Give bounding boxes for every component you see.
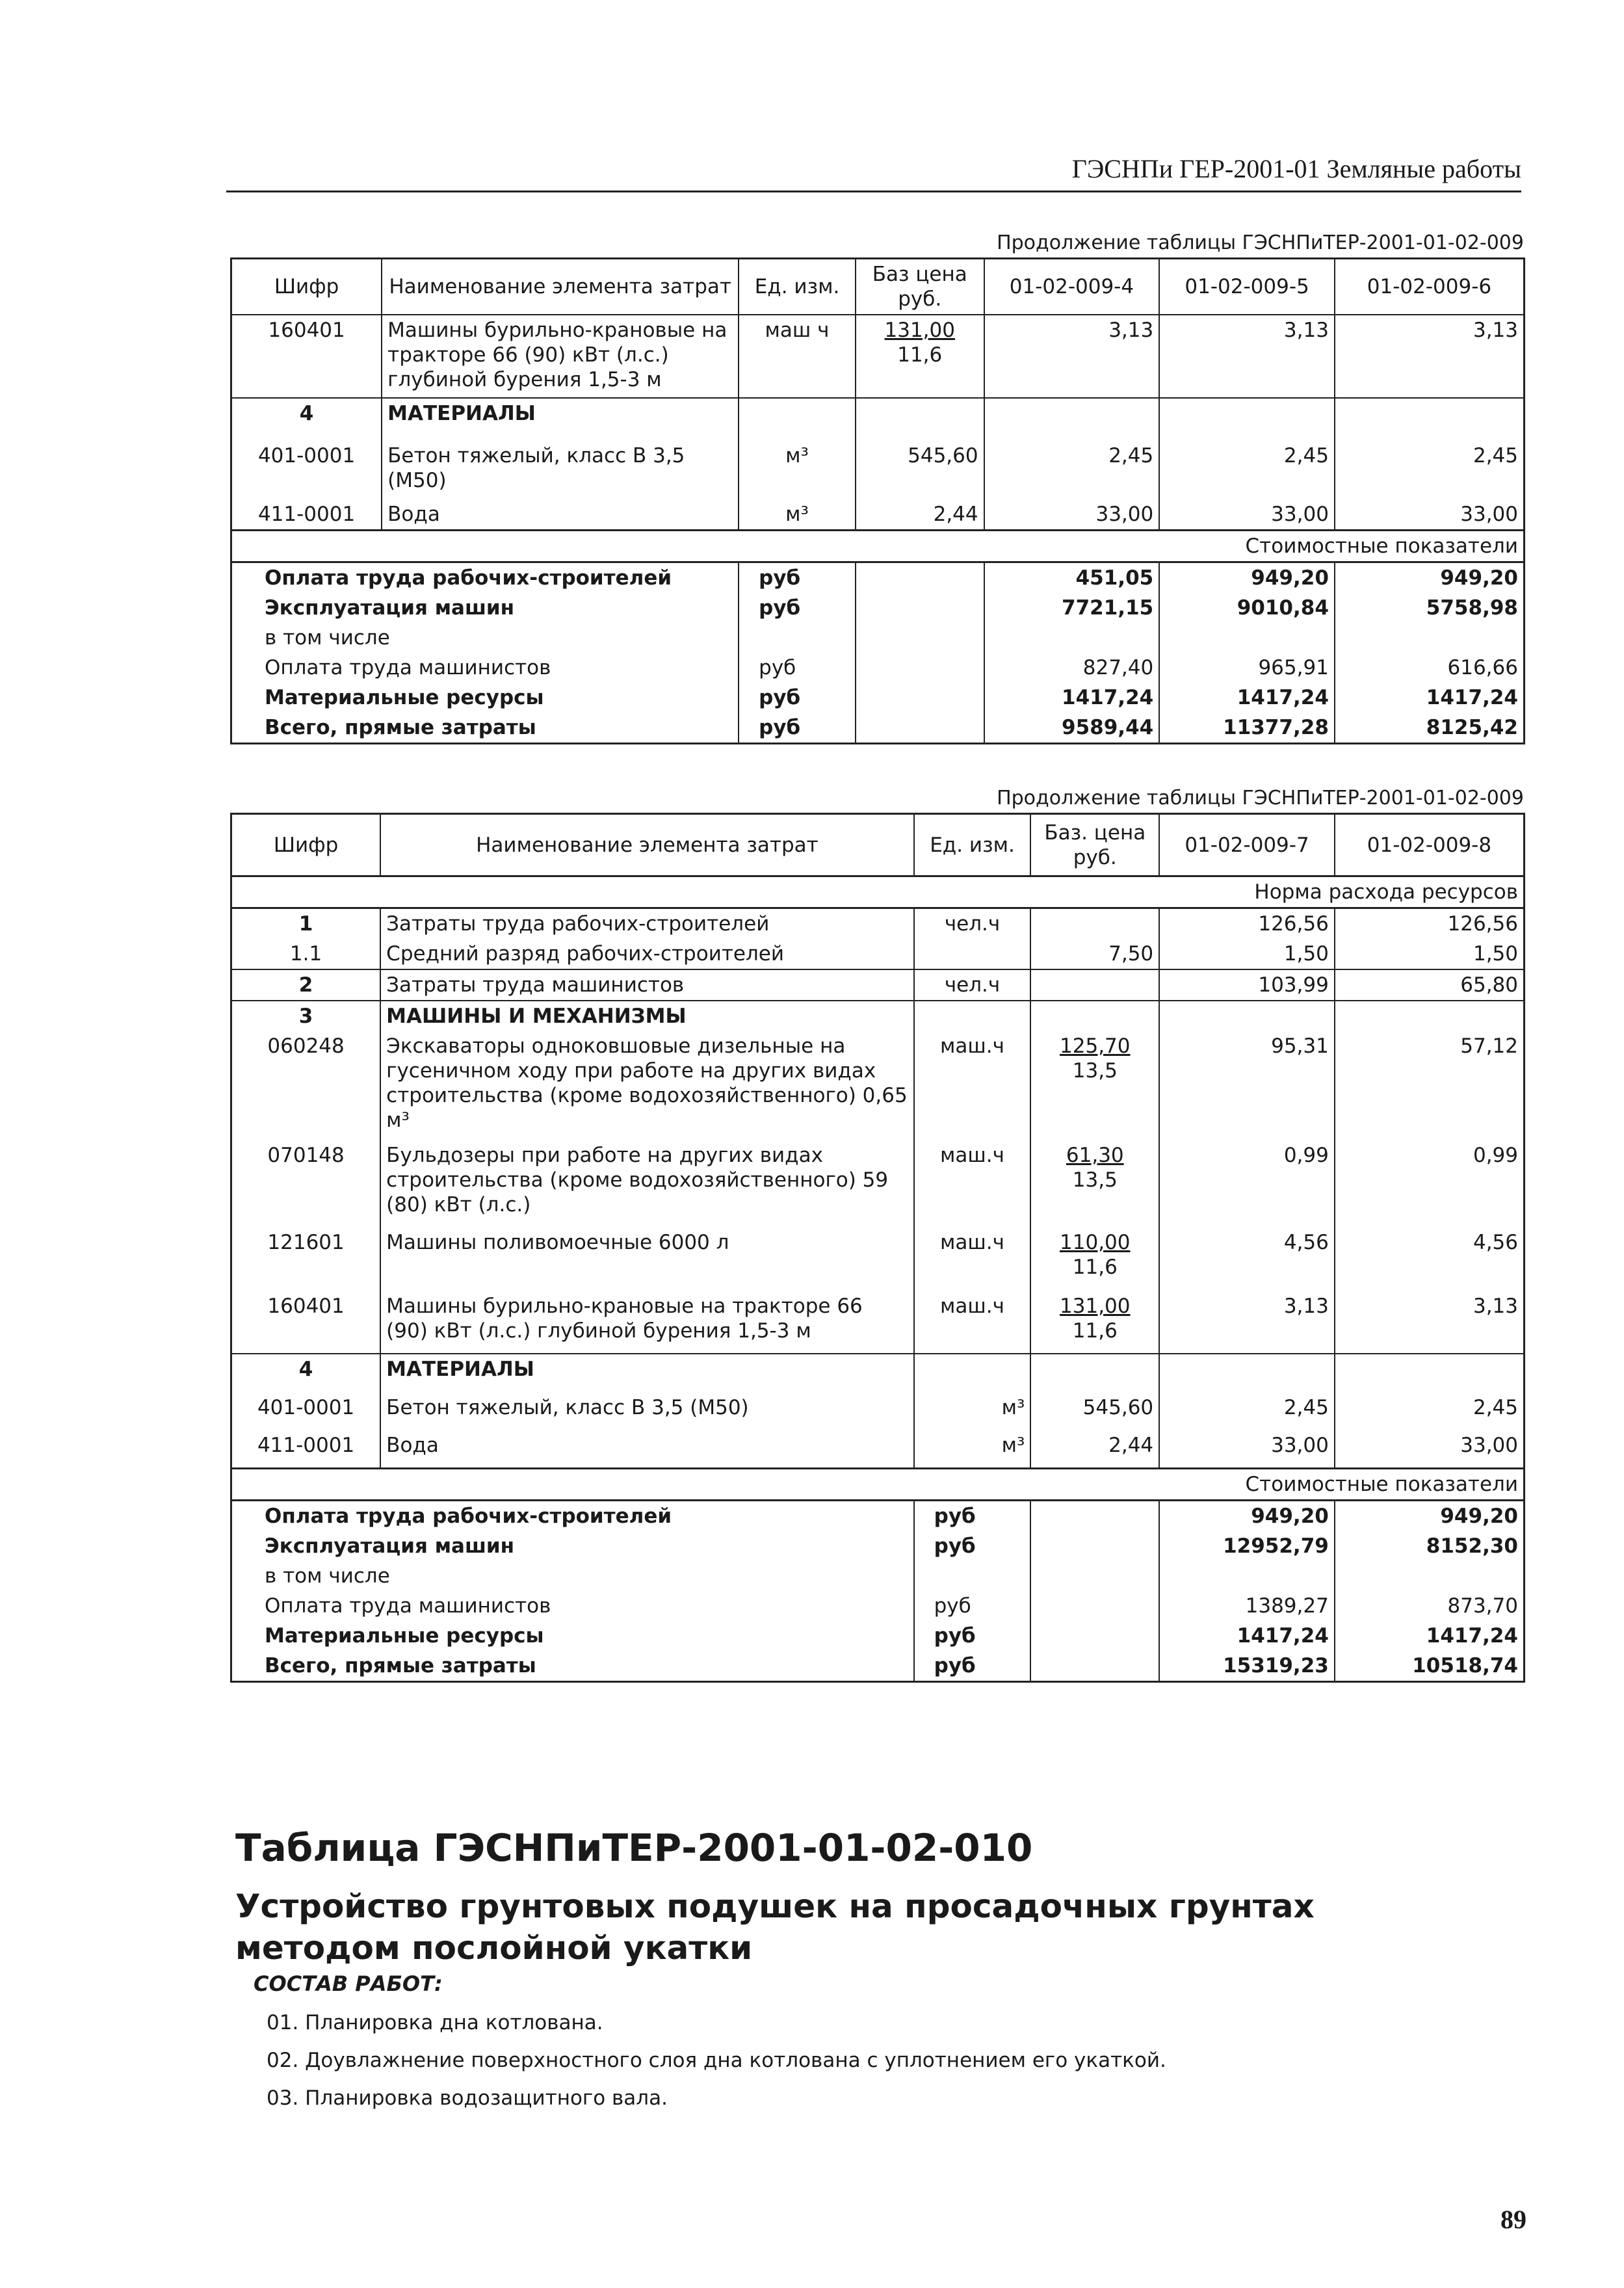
col-header: Ед. изм. xyxy=(739,259,856,315)
cost-row: в том числе xyxy=(231,623,1525,653)
cost-row: Оплата труда машинистов руб 1389,27 873,70 xyxy=(231,1591,1525,1621)
cost-row: Всего, прямые затраты руб 9589,44 11377,28 8125,42 xyxy=(231,713,1525,744)
table-row: 411-0001 Вода м³ 2,44 33,00 33,00 33,00 xyxy=(231,499,1525,531)
works-label: СОСТАВ РАБОТ: xyxy=(254,1971,443,1996)
col-header: Шифр xyxy=(231,814,381,876)
col-header: 01-02-009-6 xyxy=(1335,259,1525,315)
page-number: 89 xyxy=(1500,2205,1526,2234)
costs-caption-row: Стоимостные показатели xyxy=(231,1468,1525,1500)
table-row: 160401 Машины бурильно-крановые на тракторе 66 (90) кВт (л.с.) глубиной бурения 1,5-3 м маш ч 131,00 11,6 3,13 3,13 3,13 xyxy=(231,315,1525,398)
running-header: ГЭСНПи ГЕР-2001-01 Земляные работы xyxy=(226,153,1521,192)
cost-row: в том числе xyxy=(231,1561,1525,1591)
table-row: 060248 Экскаваторы одноковшовые дизельные на гусеничном ходу при работе на других видах строительства (кроме водохозяйственного) 0,65 м³ маш.ч 125,70 13,5 95,31 57,12 xyxy=(231,1031,1525,1140)
col-header: Баз цена руб. xyxy=(856,259,984,315)
col-header: Наименование элемента затрат xyxy=(380,814,913,876)
cost-row: Эксплуатация машин руб 12952,79 8152,30 xyxy=(231,1531,1525,1561)
table-row: 070148 Бульдозеры при работе на других видах строительства (кроме водохозяйственного) 59 (80) кВт (л.с.) маш.ч 61,30 13,5 0,99 0,99 xyxy=(231,1140,1525,1228)
table-row: 121601 Машины поливомоечные 6000 л маш.ч 110,00 11,6 4,56 4,56 xyxy=(231,1228,1525,1291)
cost-row: Оплата труда рабочих-строителей руб 451,05 949,20 949,20 xyxy=(231,562,1525,594)
cost-row: Эксплуатация машин руб 7721,15 9010,84 5758,98 xyxy=(231,593,1525,623)
table1-header-row xyxy=(231,259,1525,315)
col-header: Шифр xyxy=(231,259,382,315)
col-header: Баз. цена руб. xyxy=(1030,814,1159,876)
section-row: 4 МАТЕРИАЛЫ xyxy=(231,1354,1525,1393)
table1 xyxy=(230,257,1525,744)
col-header: 01-02-009-5 xyxy=(1159,259,1335,315)
cost-row: Материальные ресурсы руб 1417,24 1417,24 xyxy=(231,1621,1525,1651)
table-row: 401-0001 Бетон тяжелый, класс В 3,5 (М50) м³ 545,60 2,45 2,45 xyxy=(231,1393,1525,1430)
col-header: 01-02-009-8 xyxy=(1335,814,1525,876)
list-item: 03. Планировка водозащитного вала. xyxy=(267,2086,668,2110)
section-subtitle: Устройство грунтовых подушек на просадочных грунтах методом послойной укатки xyxy=(235,1887,1315,1967)
cost-row: Всего, прямые затраты руб 15319,23 10518,74 xyxy=(231,1651,1525,1682)
col-header: Наименование элемента затрат xyxy=(382,259,739,315)
cost-row: Оплата труда рабочих-строителей руб 949,20 949,20 xyxy=(231,1500,1525,1531)
list-item: 02. Доувлажнение поверхностного слоя дна котлована с уплотнением его укаткой. xyxy=(267,2049,1166,2072)
table1-continuation: Продолжение таблицы ГЭСНПиТЕР-2001-01-02-009 xyxy=(997,231,1524,254)
cost-row: Оплата труда машинистов руб 827,40 965,91 616,66 xyxy=(231,653,1525,683)
col-header: 01-02-009-7 xyxy=(1159,814,1335,876)
table-row: 2 Затраты труда машинистов чел.ч 103,99 65,80 xyxy=(231,969,1525,1001)
table-row: 160401 Машины бурильно-крановые на тракторе 66 (90) кВт (л.с.) глубиной бурения 1,5-3 м маш.ч 131,00 11,6 3,13 3,13 xyxy=(231,1291,1525,1354)
section-row: 3 МАШИНЫ И МЕХАНИЗМЫ xyxy=(231,1001,1525,1031)
norm-caption-row: Норма расхода ресурсов xyxy=(231,876,1525,908)
cost-row: Материальные ресурсы руб 1417,24 1417,24 1417,24 xyxy=(231,683,1525,713)
table2-continuation: Продолжение таблицы ГЭСНПиТЕР-2001-01-02-009 xyxy=(997,787,1524,809)
works-list xyxy=(267,2004,1166,2117)
col-header: Ед. изм. xyxy=(914,814,1031,876)
section-row: 4 МАТЕРИАЛЫ xyxy=(231,398,1525,441)
table-row: 1.1 Средний разряд рабочих-строителей 7,50 1,50 1,50 xyxy=(231,939,1525,969)
table-row: 1 Затраты труда рабочих-строителей чел.ч 126,56 126,56 xyxy=(231,908,1525,940)
table2-header-row xyxy=(231,814,1525,876)
table2 xyxy=(230,813,1525,1683)
section-title: Таблица ГЭСНПиТЕР-2001-01-02-010 xyxy=(235,1826,1033,1870)
costs-caption-row: Стоимостные показатели xyxy=(231,531,1525,562)
list-item: 01. Планировка дна котлована. xyxy=(267,2011,603,2034)
col-header: 01-02-009-4 xyxy=(984,259,1160,315)
table-row: 401-0001 Бетон тяжелый, класс В 3,5 (М50) м³ 545,60 2,45 2,45 2,45 xyxy=(231,441,1525,499)
table-row: 411-0001 Вода м³ 2,44 33,00 33,00 xyxy=(231,1430,1525,1468)
